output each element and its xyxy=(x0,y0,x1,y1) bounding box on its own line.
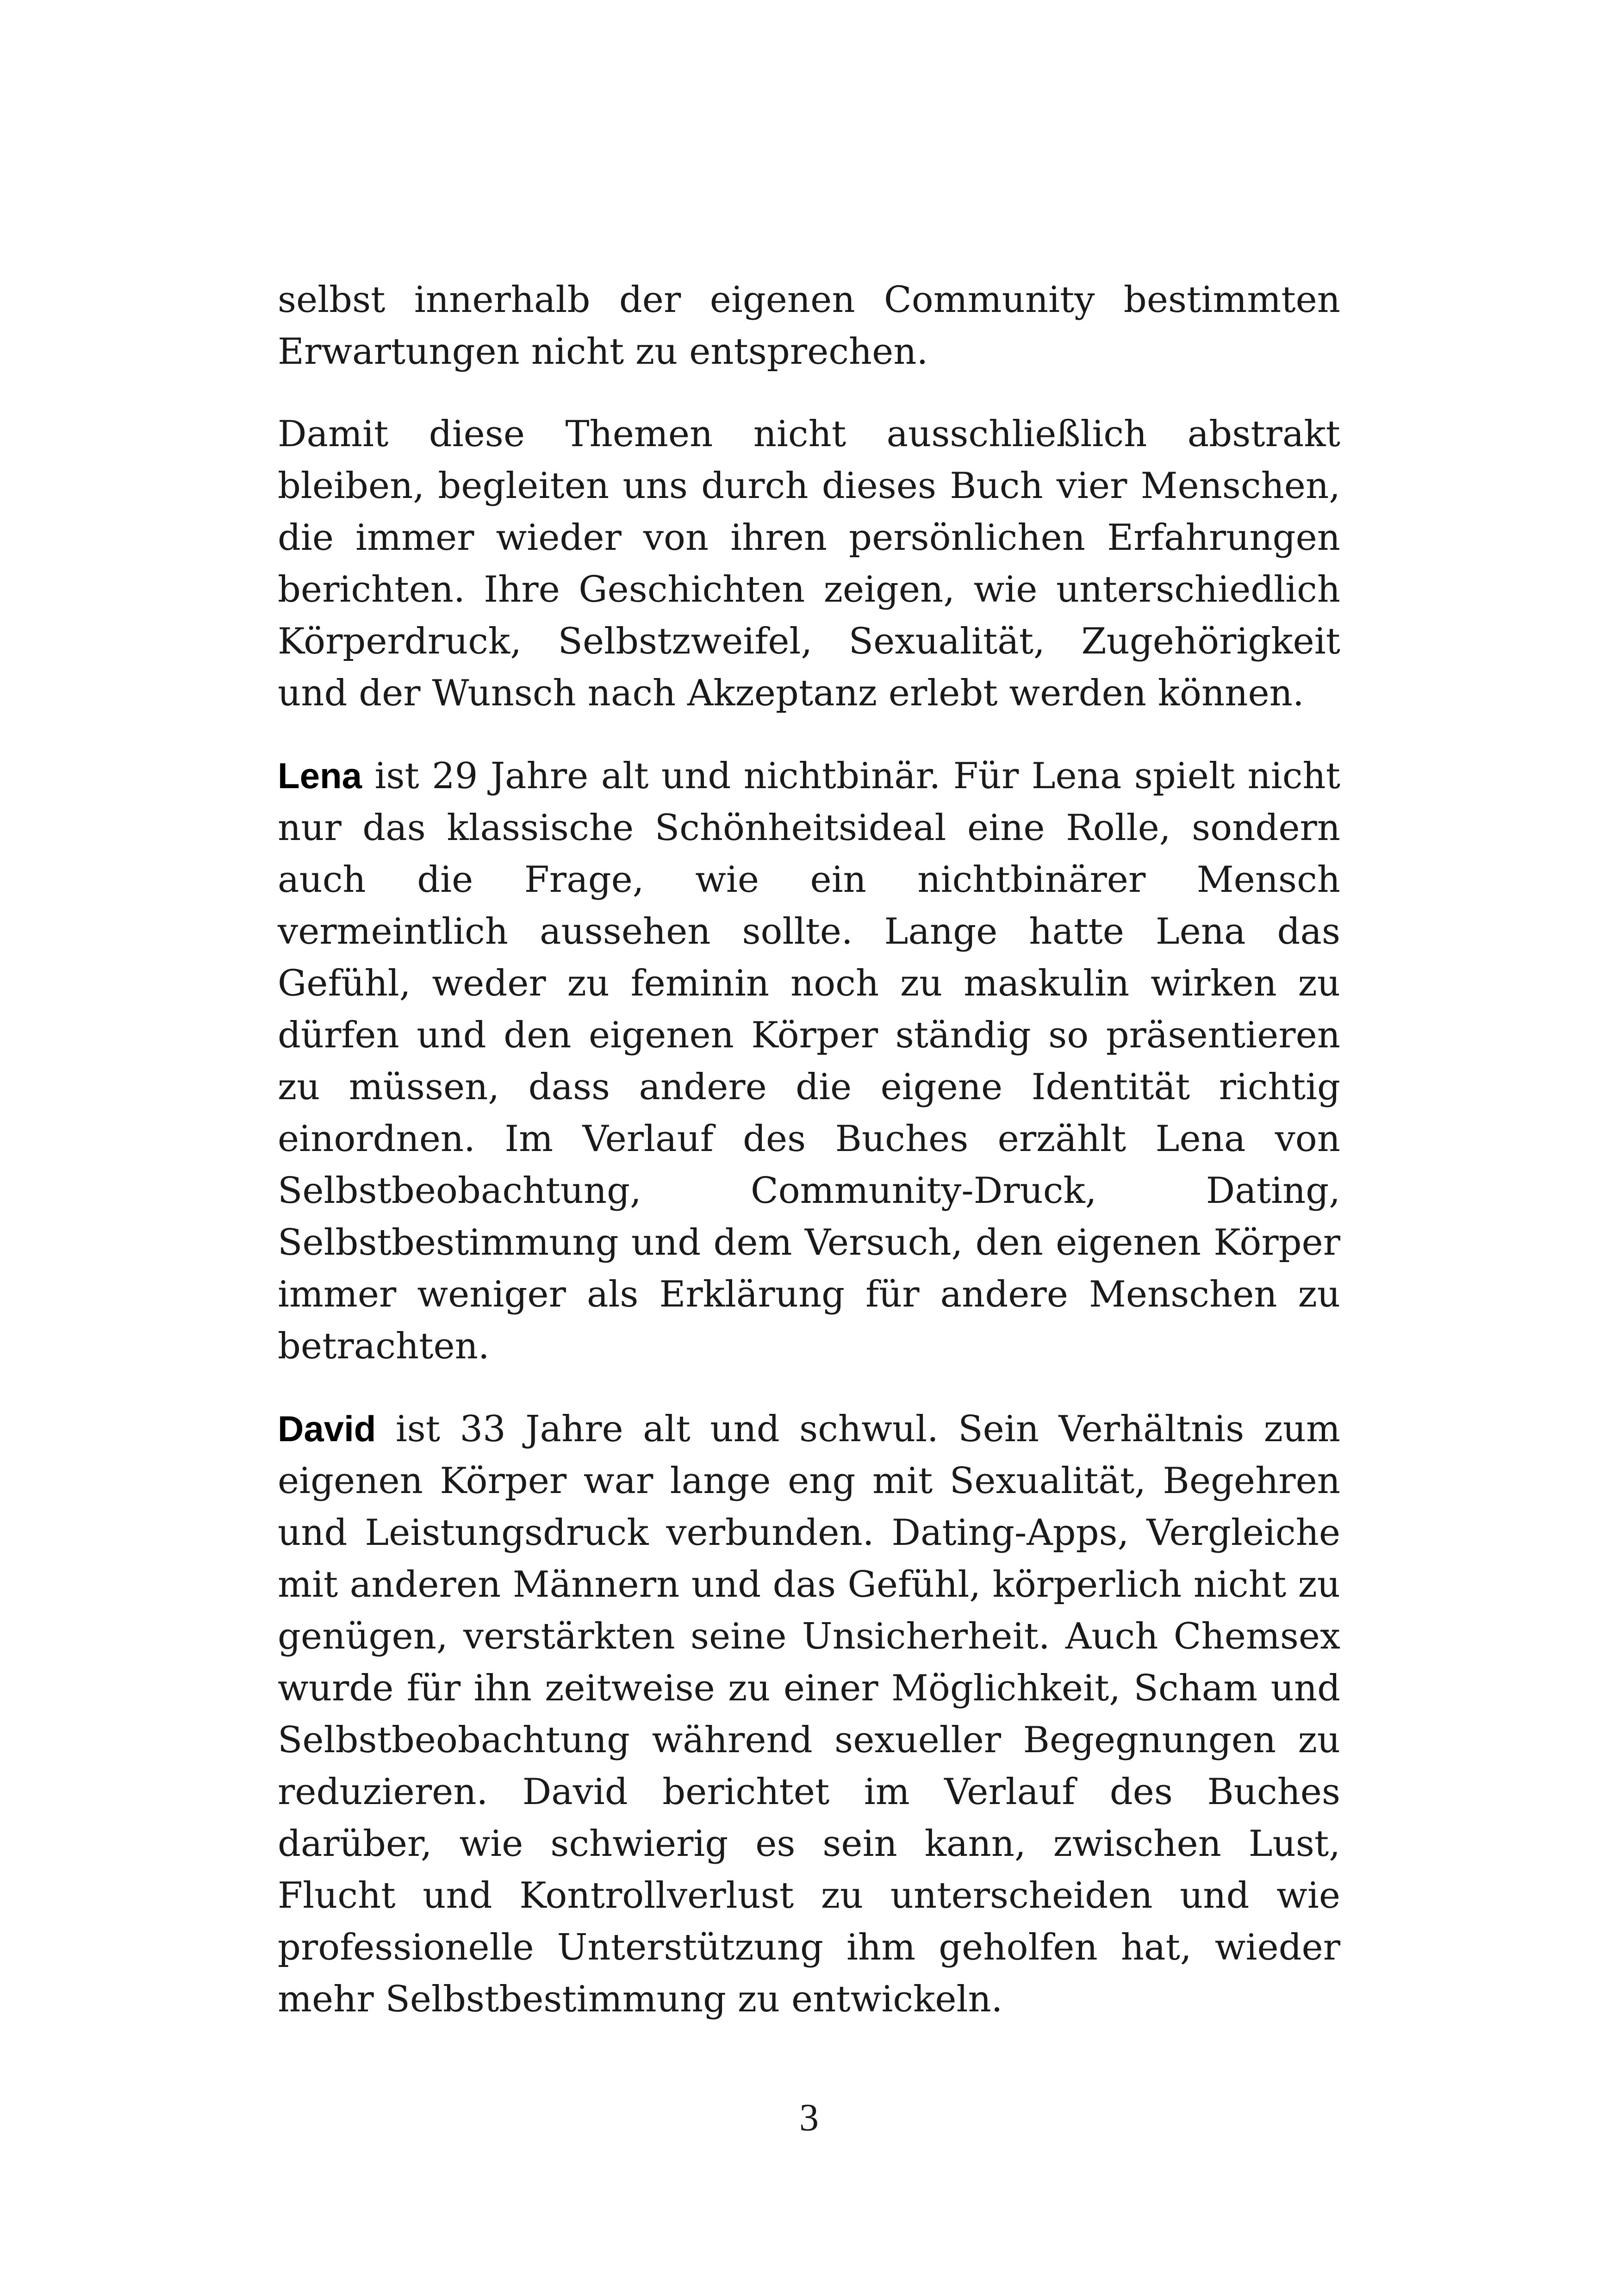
paragraph-text: selbst innerhalb der eigenen Community bestimmten Erwartungen nicht zu entsprechen. xyxy=(278,279,1340,373)
paragraph-intro xyxy=(278,408,1340,719)
paragraph-text: ist 33 Jahre alt und schwul. Sein Verhältnis zum eigenen Körper war lange eng mit Sexualität, Begehren und Leistungsdruck verbunden. Dating-Apps, Vergleiche mit anderen Männern und das Gefühl, körperlich nicht zu genügen, verstärkten seine Unsicherheit. Auch Chemsex wurde für ihn zeitweise zu einer Möglichkeit, Scham und Selbstbeobachtung während sexueller Begegnungen zu reduzieren. David berichtet im Verlauf des Buches darüber, wie schwierig es sein kann, zwischen Lust, Flucht und Kontrollverlust zu unterscheiden und wie professionelle Unterstützung ihm geholfen hat, wieder mehr Selbstbestimmung zu entwickeln. xyxy=(278,1408,1340,2020)
paragraph-lena xyxy=(278,750,1340,1372)
paragraph-text: ist 29 Jahre alt und nichtbinär. Für Lena spielt nicht nur das klassische Schönheitsideal eine Rolle, sondern auch die Frage, wie ein nichtbinärer Mensch vermeintlich aussehen sollte. Lange hatte Lena das Gefühl, weder zu feminin noch zu maskulin wirken zu dürfen und den eigenen Körper ständig so präsentieren zu müssen, dass andere die eigene Identität richtig einordnen. Im Verlauf des Buches erzählt Lena von Selbstbeobachtung, Community-Druck, Dating, Selbstbestimmung und dem Versuch, den eigenen Körper immer weniger als Erklärung für andere Menschen zu betrachten. xyxy=(278,755,1340,1367)
person-name-david: David xyxy=(278,1408,376,1449)
paragraph-text: Damit diese Themen nicht ausschließlich abstrakt bleiben, begleiten uns durch dieses Buch vier Menschen, die immer wieder von ihren persönlichen Erfahrungen berichten. Ihre Geschichten zeigen, wie unterschiedlich Körperdruck, Selbstzweifel, Sexualität, Zugehörigkeit und der Wunsch nach Akzeptanz erlebt werden können. xyxy=(278,413,1340,714)
page-number: 3 xyxy=(799,2096,819,2139)
paragraph-david xyxy=(278,1403,1340,2025)
body-text xyxy=(278,274,1340,2056)
person-name-lena: Lena xyxy=(278,755,362,796)
paragraph-continuation xyxy=(278,274,1340,378)
